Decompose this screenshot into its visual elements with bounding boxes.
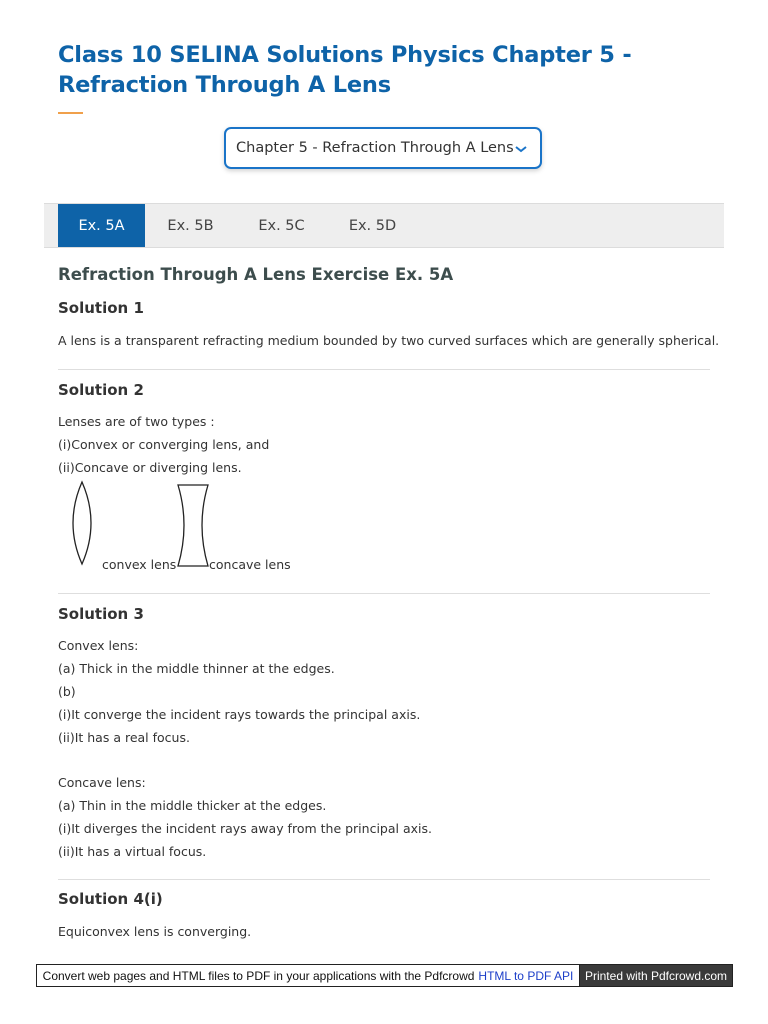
solution-text: Lenses are of two types : xyxy=(58,414,215,429)
tab-ex-5b[interactable]: Ex. 5B xyxy=(167,217,214,234)
solution-text: (i)It diverges the incident rays away from the principal axis. xyxy=(58,821,432,836)
tab-ex-5c[interactable]: Ex. 5C xyxy=(258,217,305,234)
page-title: Class 10 SELINA Solutions Physics Chapter 5 - Refraction Through A Lens xyxy=(58,42,632,98)
concave-lens-figure xyxy=(172,480,214,570)
solution-text: (i)It converge the incident rays towards the principal axis. xyxy=(58,707,421,722)
footer-text: Convert web pages and HTML files to PDF in your applications with the Pdfcrowd xyxy=(42,968,475,983)
convex-lens-figure xyxy=(62,480,102,566)
exercise-heading: Refraction Through A Lens Exercise Ex. 5A xyxy=(58,265,454,284)
html-to-pdf-api-link[interactable]: HTML to PDF API xyxy=(478,968,574,983)
solution-text: (ii)Concave or diverging lens. xyxy=(58,460,242,475)
solution-text: (a) Thin in the middle thicker at the edges. xyxy=(58,798,327,813)
solution-title: Solution 2 xyxy=(58,381,144,399)
solution-text: (b) xyxy=(58,684,76,699)
footer-notice xyxy=(37,965,580,986)
solution-title: Solution 4(i) xyxy=(58,890,163,908)
solution-text: (i)Convex or converging lens, and xyxy=(58,437,270,452)
tab-ex-5a[interactable]: Ex. 5A xyxy=(58,204,145,247)
solution-text: (ii)It has a real focus. xyxy=(58,730,190,745)
solution-title: Solution 1 xyxy=(58,299,144,317)
solution-text: Convex lens: xyxy=(58,638,139,653)
pdfcrowd-footer xyxy=(36,964,733,987)
chapter-select-value: Chapter 5 - Refraction Through A Lens xyxy=(236,140,514,156)
solution-text: Concave lens: xyxy=(58,775,146,790)
solution-text: (ii)It has a virtual focus. xyxy=(58,844,207,859)
solution-text: (a) Thick in the middle thinner at the edges. xyxy=(58,661,335,676)
solution-title: Solution 3 xyxy=(58,605,144,623)
chapter-select-dropdown[interactable] xyxy=(224,127,542,169)
title-accent-line xyxy=(58,112,83,114)
solution-text: Equiconvex lens is converging. xyxy=(58,924,252,939)
concave-lens-label: concave lens xyxy=(209,557,291,572)
divider xyxy=(58,593,710,594)
tab-ex-5d[interactable]: Ex. 5D xyxy=(348,217,397,234)
divider xyxy=(58,879,710,880)
exercise-tabs xyxy=(44,203,724,248)
chevron-down-icon xyxy=(514,144,528,154)
divider xyxy=(58,369,710,370)
printed-with-badge[interactable]: Printed with Pdfcrowd.com xyxy=(580,965,732,986)
solution-text: A lens is a transparent refracting medium bounded by two curved surfaces which are generally spherical. xyxy=(58,333,720,348)
convex-lens-label: convex lens xyxy=(102,557,177,572)
